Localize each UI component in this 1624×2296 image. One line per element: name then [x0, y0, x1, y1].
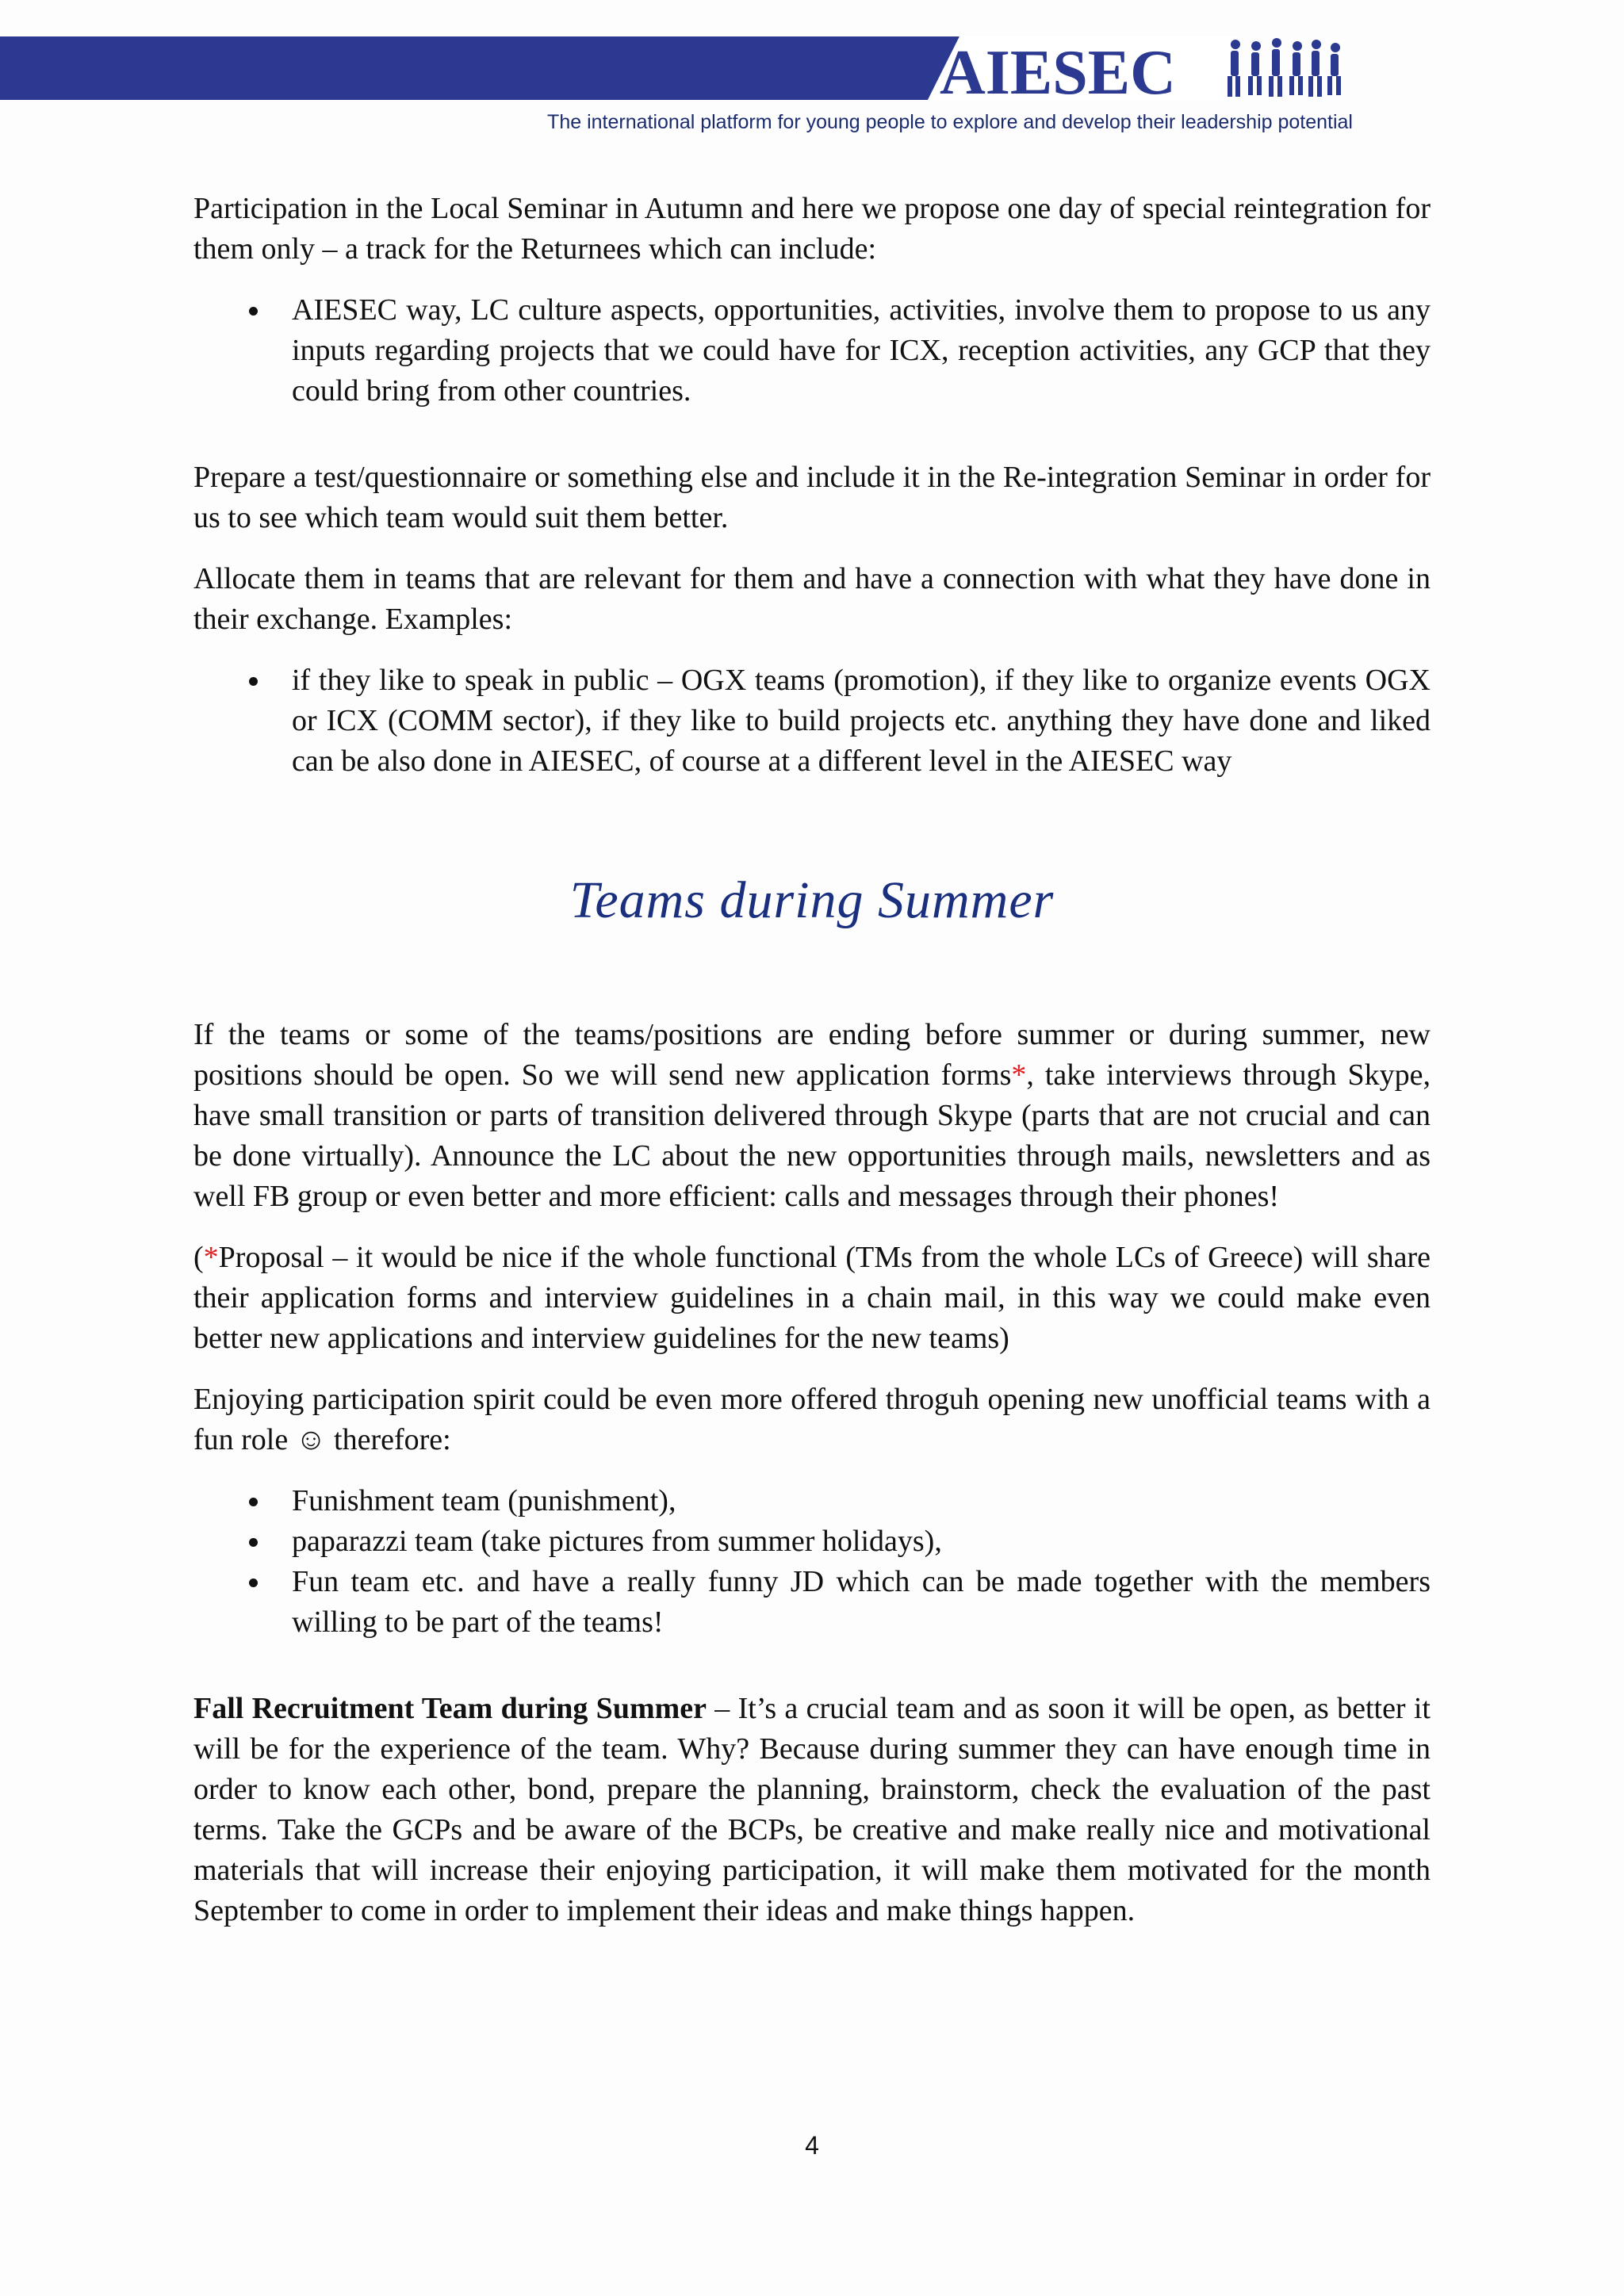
list-item: paparazzi team (take pictures from summer holidays), [193, 1521, 1431, 1562]
list-item: AIESEC way, LC culture aspects, opportunities, activities, involve them to propose to us any inputs regarding projects that we could have for ICX, reception activities, any GCP that they could bring from other countries. [193, 290, 1431, 411]
text-segment: Proposal – it would be nice if the whole functional (TMs from the whole LCs of Greece) will share their application forms and interview guidelines in a chain mail, in this way we could make even better new applications and interview guidelines for the new teams) [193, 1241, 1431, 1355]
people-logo-icon [1228, 38, 1341, 97]
intro-bullet-list-2 [193, 660, 1431, 782]
red-asterisk: * [1011, 1058, 1027, 1092]
banner-graphic [0, 36, 1624, 100]
proposal-paragraph [193, 1238, 1431, 1359]
summer-paragraph-1 [193, 1015, 1431, 1217]
list-item: Fun team etc. and have a really funny JD which can be made together with the members willing to be part of the teams! [193, 1562, 1431, 1643]
section-heading: Teams during Summer [569, 871, 1055, 929]
document-body [193, 189, 1431, 1952]
header-tagline: The international platform for young people to explore and develop their leadership potential [547, 111, 1353, 133]
intro-paragraph-3: Allocate them in teams that are relevant for them and have a connection with what they have done in their exchange. Examples: [193, 562, 1431, 636]
text-segment: If the teams or some of the teams/positions are ending before summer or during summer, new positions should be open. So we will send new application forms [193, 1018, 1431, 1092]
aiesec-logo-text: AIESEC [940, 38, 1176, 100]
fall-recruitment-paragraph [193, 1689, 1431, 1931]
fun-teams-list [193, 1481, 1431, 1643]
header-banner [0, 36, 1624, 100]
text-segment: , take interviews through Skype, have small transition or parts of transition delivered through Skype (parts that are not crucial and can be done virtually). Announce the LC about the new opportunities through mails, newsletters and as well FB group or even better and more efficient: calls and messages through their phones! [193, 1058, 1431, 1213]
text-segment: ( [193, 1241, 204, 1274]
page-number: 4 [805, 2131, 819, 2160]
intro-bullet-list-1 [193, 290, 1431, 411]
list-item: if they like to speak in public – OGX teams (promotion), if they like to organize events OGX or ICX (COMM sector), if they like to build projects etc. anything they have done and liked can be also done in AIESEC, of course at a different level in the AIESEC way [193, 660, 1431, 782]
text-segment: – It’s a crucial team and as soon it will be open, as better it will be for the experience of the team. Why? Because during summer they can have enough time in order to know each other, bond, prepare the planning, brainstorm, check the evaluation of the past terms. Take the GCPs and be aware of the BCPs, be creative and make really nice and motivational materials that will increase their enjoying participation, it will make them motivated for the month September to come in order to implement their ideas and make things happen. [193, 1692, 1431, 1927]
intro-paragraph-1: Participation in the Local Seminar in Autumn and here we propose one day of special reintegration for them only – a track for the Returnees which can include: [193, 192, 1431, 266]
intro-paragraph-2: Prepare a test/questionnaire or something else and include it in the Re-integration Seminar in order for us to see which team would suit them better. [193, 461, 1431, 534]
list-item: Funishment team (punishment), [193, 1481, 1431, 1521]
red-asterisk: * [203, 1241, 219, 1274]
summer-paragraph-3: Enjoying participation spirit could be even more offered throguh opening new unofficial teams with a fun role ☺ therefore: [193, 1383, 1431, 1456]
fall-recruitment-title: Fall Recruitment Team during Summer [193, 1692, 707, 1725]
